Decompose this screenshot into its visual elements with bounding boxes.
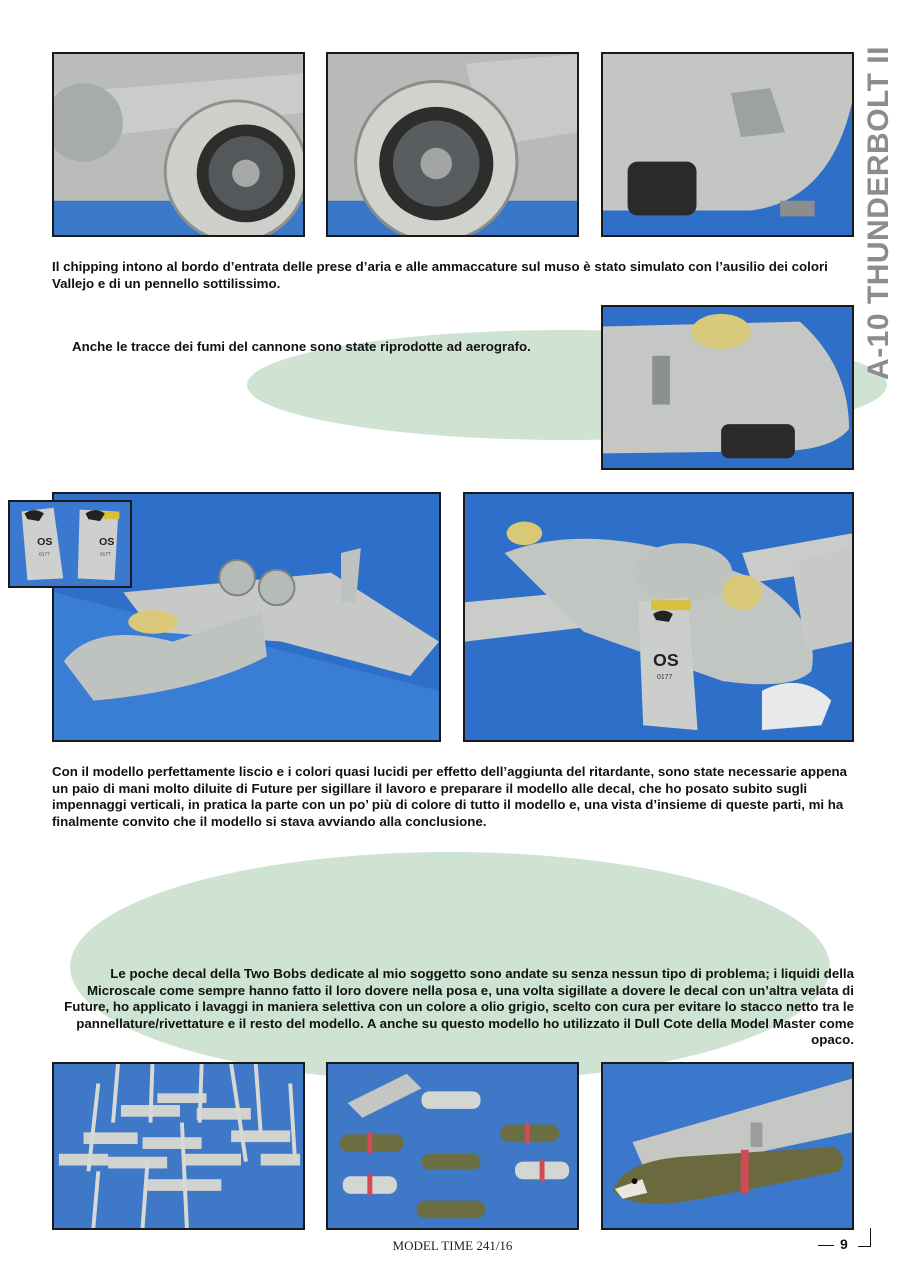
photo-full-model-rear [463,492,854,742]
page-number: 9 [818,1236,848,1252]
inset-tail-code-left: OS [37,536,53,548]
photo-pylons-parts [52,1062,305,1230]
footer-magazine-issue: MODEL TIME 241/16 [392,1238,513,1253]
photo-cockpit-nose [601,305,854,470]
inset-serial-right: 0177 [100,552,111,558]
photo-bomb-sharkmouth [601,1062,854,1230]
side-title: A-10 THUNDERBOLT II [862,46,895,380]
tail-code: OS [653,650,679,671]
photo-engine-intake-right [326,52,579,237]
caption-chipping: Il chipping intono al bordo d’entrata delle prese d’aria e alle ammaccature sul muso è stato simulato con l’ausilio dei colori Vallejo e di un pennello sottilissimo. [52,259,828,291]
inset-serial-left: 0177 [39,552,50,558]
photo-engine-intake-left [52,52,305,237]
photo-tail-decals-inset [8,500,132,588]
tail-serial: 0177 [657,674,673,681]
caption-cannon-smoke: Anche le tracce dei fumi del cannone sono state riprodotte ad aerografo. [72,339,531,354]
caption-two-bobs-decals: Le poche decal della Two Bobs dedicate al mio soggetto sono andate su senza nessun tipo di problema; i liquidi della Microscale come sempre hanno fatto il loro dovere nella posa e, una volta sigillate a dovere le decal con un’altra velata di Future, ho applicato i lavaggi in maniera selettiva con un colore a olio grigio, scelto con cura per evitare lo stacco netto tra le pannellature/rivettature e il resto del modello. A anche su questo modello ho utilizzato il Dull Cote della Model Master come opaco. [64,966,854,1047]
photo-nose-cannon [601,52,854,237]
inset-tail-code-right: OS [99,536,115,548]
corner-mark [858,1228,871,1247]
photo-bombs-parts [326,1062,579,1230]
caption-sealing-decals: Con il modello perfettamente liscio e i colori quasi lucidi per effetto dell’aggiunta del ritardante, sono state necessarie appena un paio di mani molto diluite di Future per sigillare il lavoro e preparare il modello alle decal, che ho posato subito sugli impennaggi verticali, in pratica la parte con un po’ più di colore di tutto il modello e, una vista d’insieme di queste parti, mi ha finalmente convito che il modello si stava avviando alla conclusione. [52,764,848,829]
